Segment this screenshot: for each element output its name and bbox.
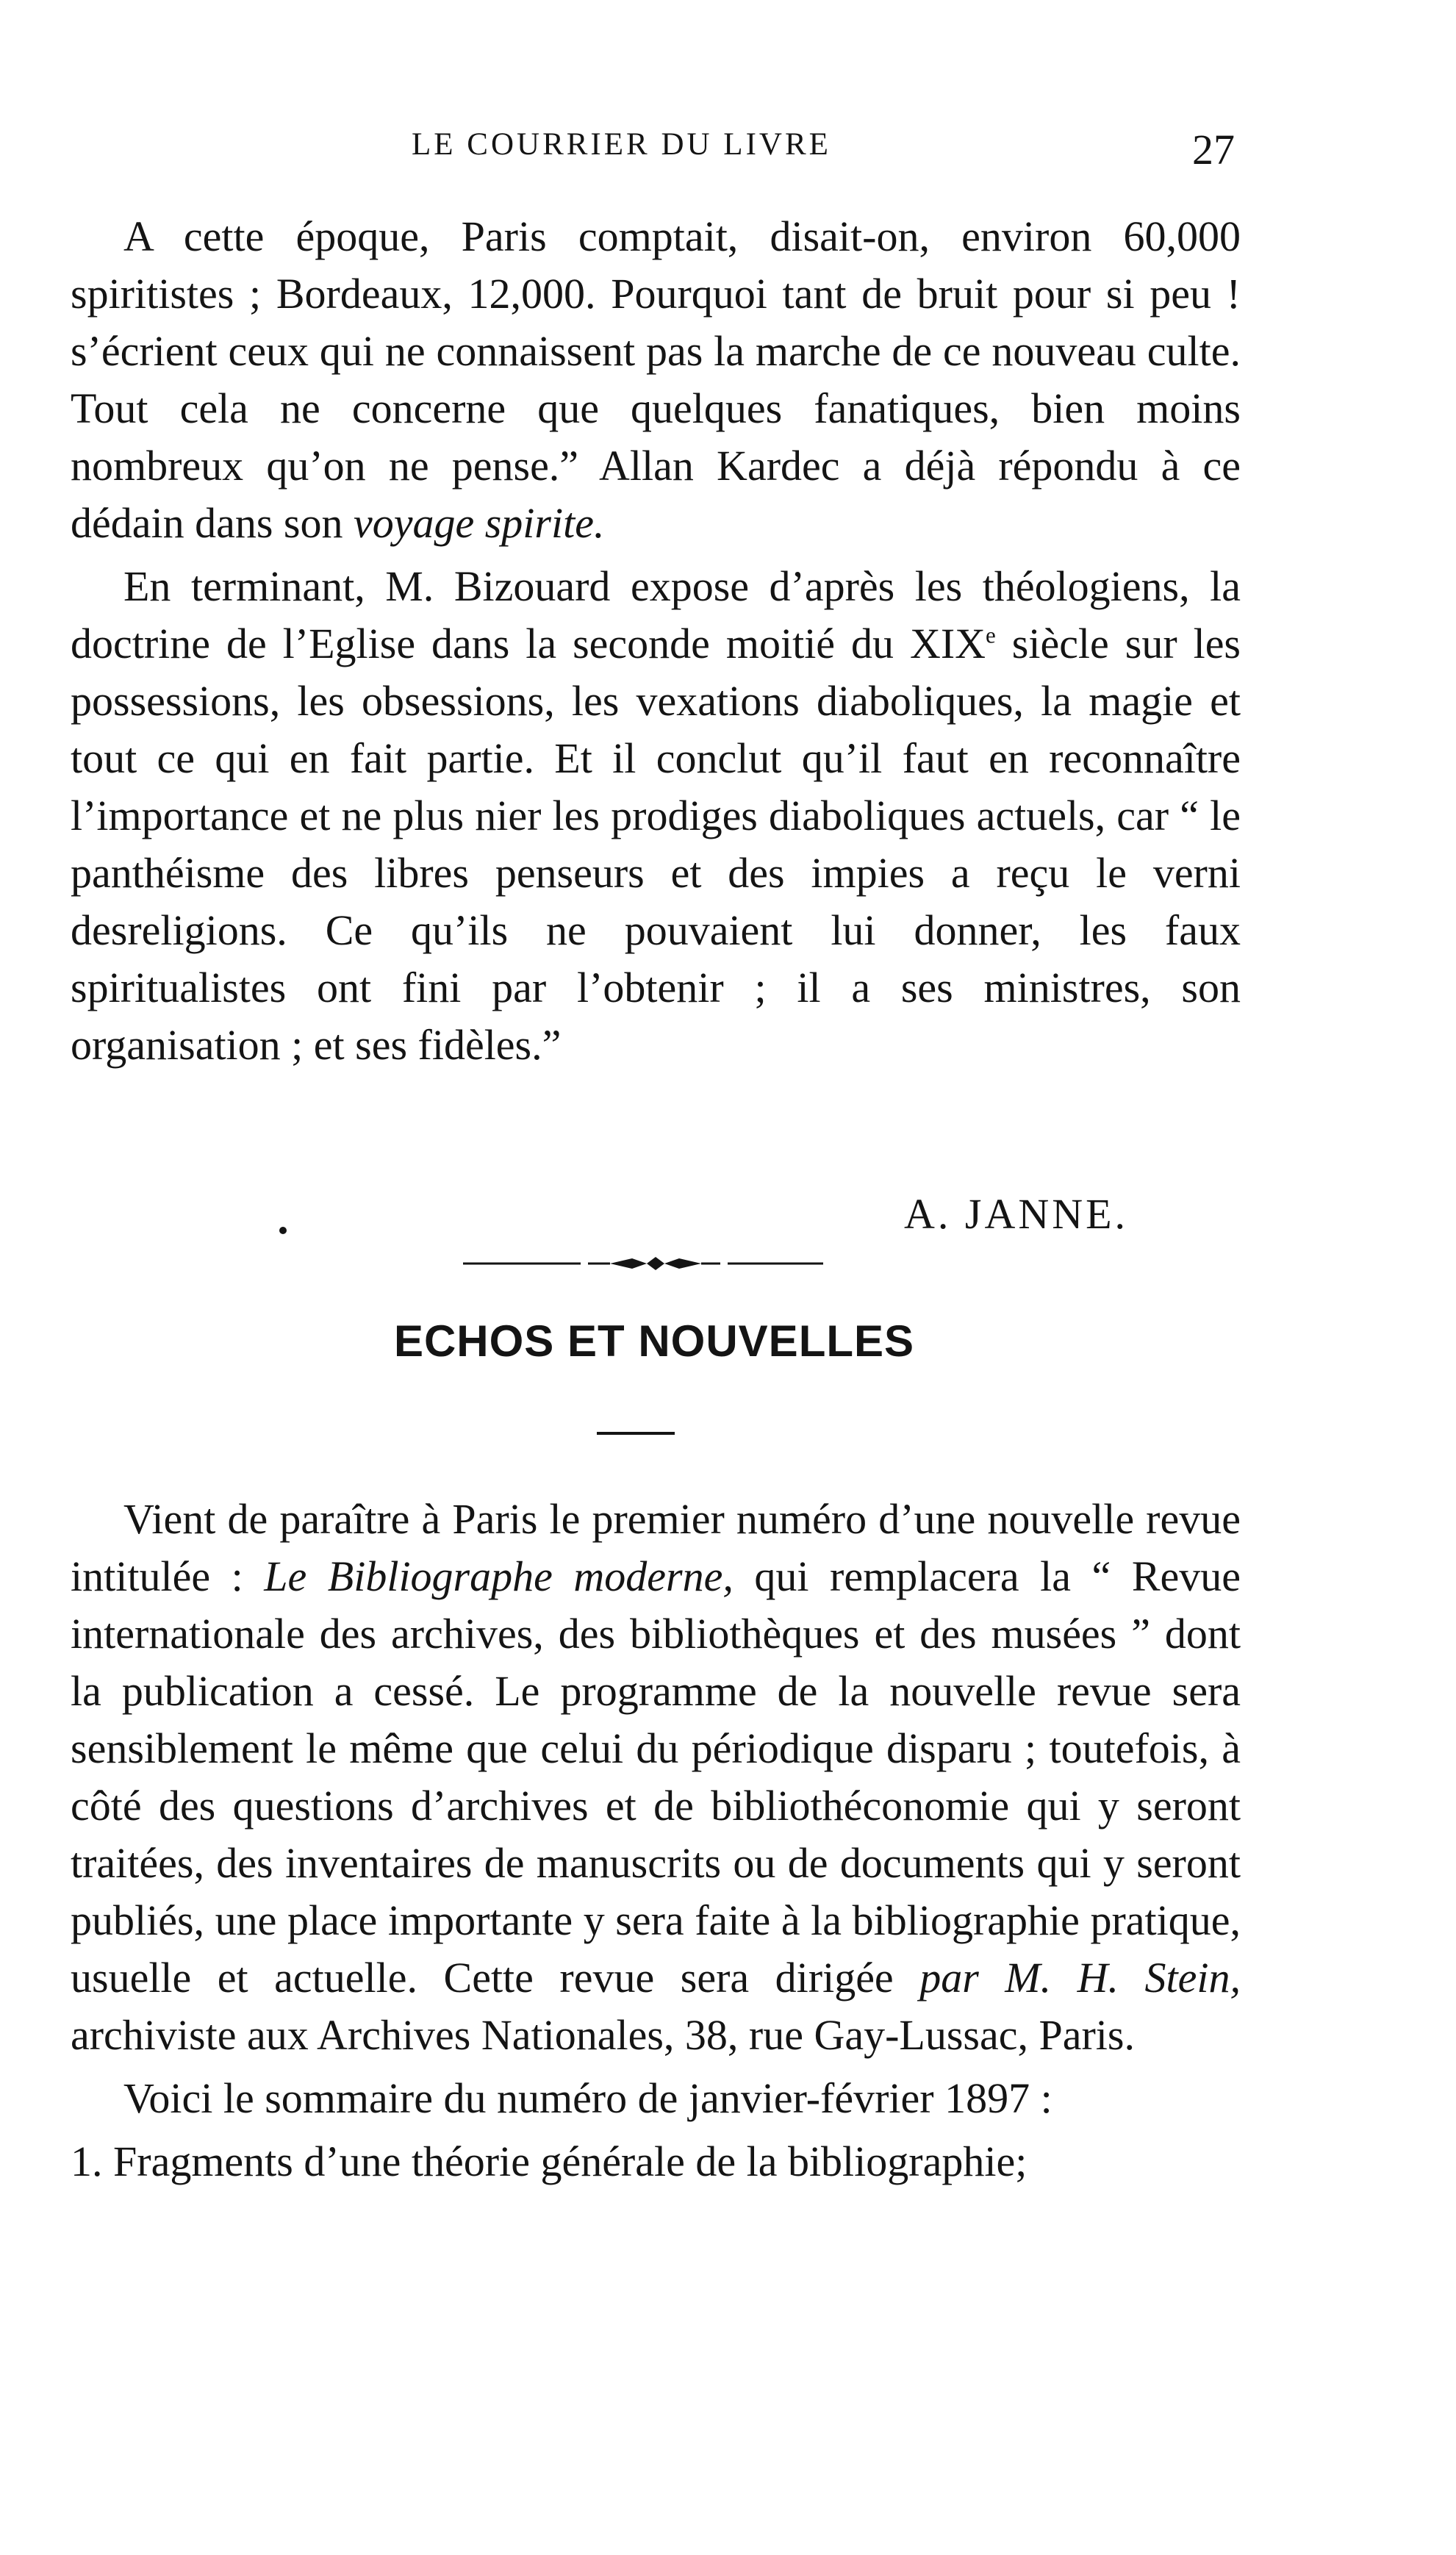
page-number: 27 (1192, 126, 1235, 173)
title-rule (597, 1432, 675, 1435)
ornamental-divider (463, 1253, 823, 1275)
paragraph: Voici le sommaire du numéro de janvier-février 1897 : (123, 2074, 1052, 2122)
paragraph-text: A cette époque, Paris comptait, disait-on, environ 60,000 spiritistes ; Bordeaux, 12,000. Pourquoi tant de bruit pour si peu ! s’écrient ceux qui ne connaissent pas la marche de ce nouveau culte. Tout cela ne concerne que quelques fanatiques, bien moins nombreux qu’on ne pense.” Allan Kardec a déjà répondu à ce dédain dans son (71, 212, 1241, 547)
italic-text: voyage spirite. (354, 499, 605, 547)
running-title: LE COURRIER DU LIVRE (412, 127, 831, 162)
paragraph (71, 558, 1241, 1074)
article-text (71, 208, 1241, 1080)
list-item: 1. Fragments d’une théorie générale de la bibliographie; (71, 2137, 1028, 2185)
paragraph (71, 208, 1241, 552)
paragraph-text: Vient de paraître à Paris le premier numéro d’une nouvelle revue intitulée : (71, 1495, 1241, 1600)
echos-text (71, 1491, 1241, 2196)
paragraph-text: siècle sur les possessions, les obsessions, les vexations diaboliques, la magie et tout ce qui en fait partie. Et il conclut qu’il faut en reconnaître l’importance et ne plus nier les prodiges diaboliques actuels, car “ le panthéisme des libres penseurs et des impies a reçu le verni desreligions. Ce qu’ils ne pouvaient lui donner, les faux spiritualistes ont fini par l’obtenir ; il a ses ministres, son organisation ; et ses fidèles.” (71, 620, 1241, 1069)
stray-dot (279, 1227, 287, 1234)
superscript: e (986, 622, 996, 648)
page-header (73, 126, 1235, 178)
paragraph-text: qui remplacera la “ Revue internationale des archives, des bibliothèques et des musées ” dont la publication a cessé. Le programme de la nouvelle revue sera sensiblement le même que celui du périodique disparu ; toutefois, à côté des questions d’archives et de bibliothéconomie qui y seront traitées, des inventaires de manuscrits ou de documents qui y seront publiés, une place importante y sera faite à la bibliographie pratique, usuelle et actuelle. Cette revue sera dirigée (71, 1552, 1241, 2002)
paragraph (71, 1491, 1241, 2064)
paragraph-text: En terminant, M. Bizouard expose d’après les théologiens, la doctrine de l’Eglise dans la seconde moitié du XIX (71, 562, 1241, 667)
section-title: ECHOS ET NOUVELLES (393, 1316, 915, 1366)
italic-text: Le Bibliographe moderne, (264, 1552, 734, 1600)
italic-text: par M. H. Stein, (919, 1954, 1241, 2002)
paragraph-text: archiviste aux Archives Nationales, 38, rue Gay-Lussac, Paris. (71, 2011, 1135, 2059)
author-signature: A. JANNE. (904, 1190, 1129, 1238)
